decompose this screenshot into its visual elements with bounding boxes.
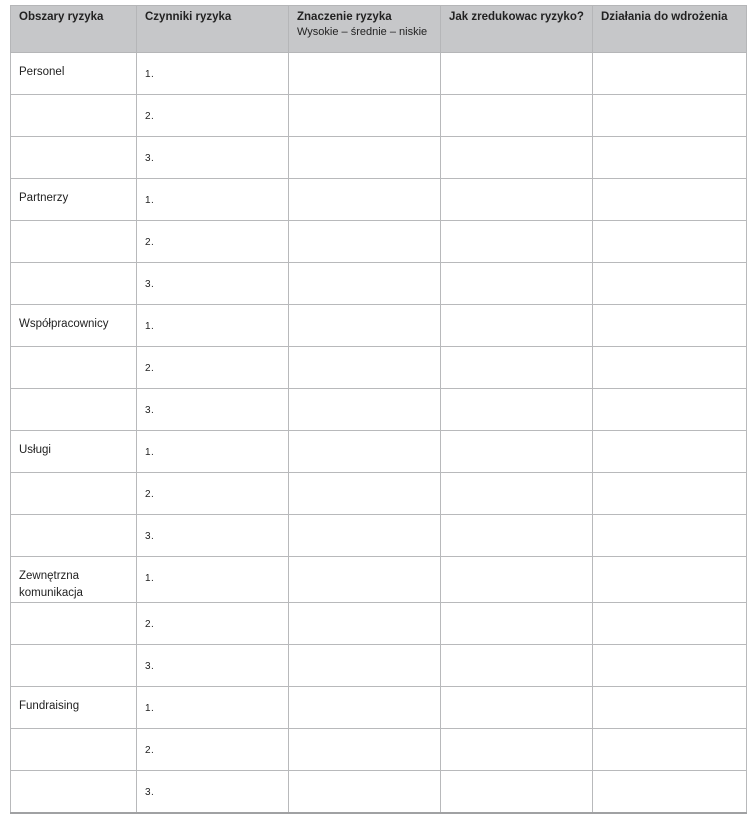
risk-significance-cell[interactable] (289, 515, 441, 557)
risk-factor-number: 3. (137, 771, 289, 814)
risk-significance-cell[interactable] (289, 557, 441, 603)
risk-reduction-cell[interactable] (441, 729, 593, 771)
table-row (11, 263, 747, 305)
risk-significance-cell[interactable] (289, 473, 441, 515)
risk-area-cell: Współpracownicy (11, 305, 137, 347)
risk-factor-number: 3. (137, 389, 289, 431)
table-row (11, 179, 747, 221)
actions-cell[interactable] (593, 431, 747, 473)
risk-reduction-cell[interactable] (441, 95, 593, 137)
table-row (11, 687, 747, 729)
actions-cell[interactable] (593, 557, 747, 603)
risk-factor-number: 1. (137, 431, 289, 473)
table-row (11, 771, 747, 814)
header-risk-factors: Czynniki ryzyka (137, 6, 289, 53)
risk-reduction-cell[interactable] (441, 179, 593, 221)
risk-significance-cell[interactable] (289, 347, 441, 389)
risk-reduction-cell[interactable] (441, 515, 593, 557)
header-risk-significance-scale: Wysokie – średnie – niskie (297, 26, 428, 38)
actions-cell[interactable] (593, 729, 747, 771)
risk-reduction-cell[interactable] (441, 263, 593, 305)
table-header-row (11, 6, 747, 53)
table-row (11, 729, 747, 771)
header-risk-areas: Obszary ryzyka (11, 6, 137, 53)
actions-cell[interactable] (593, 771, 747, 814)
risk-reduction-cell[interactable] (441, 389, 593, 431)
risk-factor-number: 1. (137, 687, 289, 729)
actions-cell[interactable] (593, 473, 747, 515)
table-row (11, 305, 747, 347)
risk-reduction-cell[interactable] (441, 53, 593, 95)
risk-area-cell: Usługi (11, 431, 137, 473)
risk-factor-number: 1. (137, 557, 289, 603)
table-row (11, 515, 747, 557)
risk-factor-number: 1. (137, 53, 289, 95)
actions-cell[interactable] (593, 515, 747, 557)
actions-cell[interactable] (593, 305, 747, 347)
table-row (11, 603, 747, 645)
risk-significance-cell[interactable] (289, 137, 441, 179)
actions-cell[interactable] (593, 53, 747, 95)
actions-cell[interactable] (593, 347, 747, 389)
header-actions: Działania do wdrożenia (593, 6, 747, 53)
risk-significance-cell[interactable] (289, 431, 441, 473)
risk-area-cell: Fundraising (11, 687, 137, 729)
header-risk-reduction: Jak zredukowac ryzyko? (441, 6, 593, 53)
actions-cell[interactable] (593, 687, 747, 729)
risk-area-cell (11, 263, 137, 305)
table-row (11, 347, 747, 389)
risk-reduction-cell[interactable] (441, 603, 593, 645)
risk-factor-number: 2. (137, 347, 289, 389)
risk-significance-cell[interactable] (289, 179, 441, 221)
header-risk-significance: Znaczenie ryzyka Wysokie – średnie – niskie (289, 6, 441, 53)
risk-area-cell: Zewnętrzna komunikacja (11, 557, 137, 603)
actions-cell[interactable] (593, 179, 747, 221)
risk-area-cell (11, 389, 137, 431)
risk-area-cell (11, 221, 137, 263)
risk-reduction-cell[interactable] (441, 473, 593, 515)
risk-area-cell: Personel (11, 53, 137, 95)
risk-significance-cell[interactable] (289, 389, 441, 431)
risk-reduction-cell[interactable] (441, 557, 593, 603)
risk-reduction-cell[interactable] (441, 137, 593, 179)
risk-area-cell (11, 729, 137, 771)
table-row (11, 389, 747, 431)
risk-area-cell (11, 515, 137, 557)
table-row (11, 431, 747, 473)
table-row (11, 645, 747, 687)
risk-significance-cell[interactable] (289, 771, 441, 814)
risk-reduction-cell[interactable] (441, 305, 593, 347)
risk-factor-number: 3. (137, 137, 289, 179)
risk-reduction-cell[interactable] (441, 347, 593, 389)
risk-factor-number: 2. (137, 221, 289, 263)
risk-area-cell (11, 95, 137, 137)
actions-cell[interactable] (593, 263, 747, 305)
risk-area-cell (11, 137, 137, 179)
risk-area-cell (11, 347, 137, 389)
risk-significance-cell[interactable] (289, 729, 441, 771)
risk-area-cell (11, 603, 137, 645)
risk-factor-number: 3. (137, 263, 289, 305)
risk-factor-number: 2. (137, 603, 289, 645)
risk-reduction-cell[interactable] (441, 645, 593, 687)
risk-reduction-cell[interactable] (441, 431, 593, 473)
actions-cell[interactable] (593, 603, 747, 645)
actions-cell[interactable] (593, 221, 747, 263)
table-row (11, 221, 747, 263)
risk-significance-cell[interactable] (289, 263, 441, 305)
risk-significance-cell[interactable] (289, 53, 441, 95)
risk-table (10, 5, 747, 814)
risk-area-cell (11, 645, 137, 687)
risk-factor-number: 3. (137, 645, 289, 687)
table-row (11, 137, 747, 179)
risk-significance-cell[interactable] (289, 95, 441, 137)
actions-cell[interactable] (593, 95, 747, 137)
risk-factor-number: 2. (137, 473, 289, 515)
actions-cell[interactable] (593, 645, 747, 687)
table-row (11, 557, 747, 603)
risk-area-cell (11, 771, 137, 814)
risk-area-cell: Partnerzy (11, 179, 137, 221)
actions-cell[interactable] (593, 389, 747, 431)
risk-significance-cell[interactable] (289, 603, 441, 645)
risk-reduction-cell[interactable] (441, 687, 593, 729)
risk-significance-cell[interactable] (289, 687, 441, 729)
risk-table-container (10, 5, 746, 814)
risk-significance-cell[interactable] (289, 221, 441, 263)
risk-factor-number: 3. (137, 515, 289, 557)
risk-factor-number: 1. (137, 179, 289, 221)
risk-factor-number: 2. (137, 729, 289, 771)
risk-reduction-cell[interactable] (441, 771, 593, 814)
risk-factor-number: 2. (137, 95, 289, 137)
risk-area-cell (11, 473, 137, 515)
risk-reduction-cell[interactable] (441, 221, 593, 263)
risk-significance-cell[interactable] (289, 645, 441, 687)
actions-cell[interactable] (593, 137, 747, 179)
table-row (11, 53, 747, 95)
table-row (11, 473, 747, 515)
table-row (11, 95, 747, 137)
risk-significance-cell[interactable] (289, 305, 441, 347)
risk-factor-number: 1. (137, 305, 289, 347)
